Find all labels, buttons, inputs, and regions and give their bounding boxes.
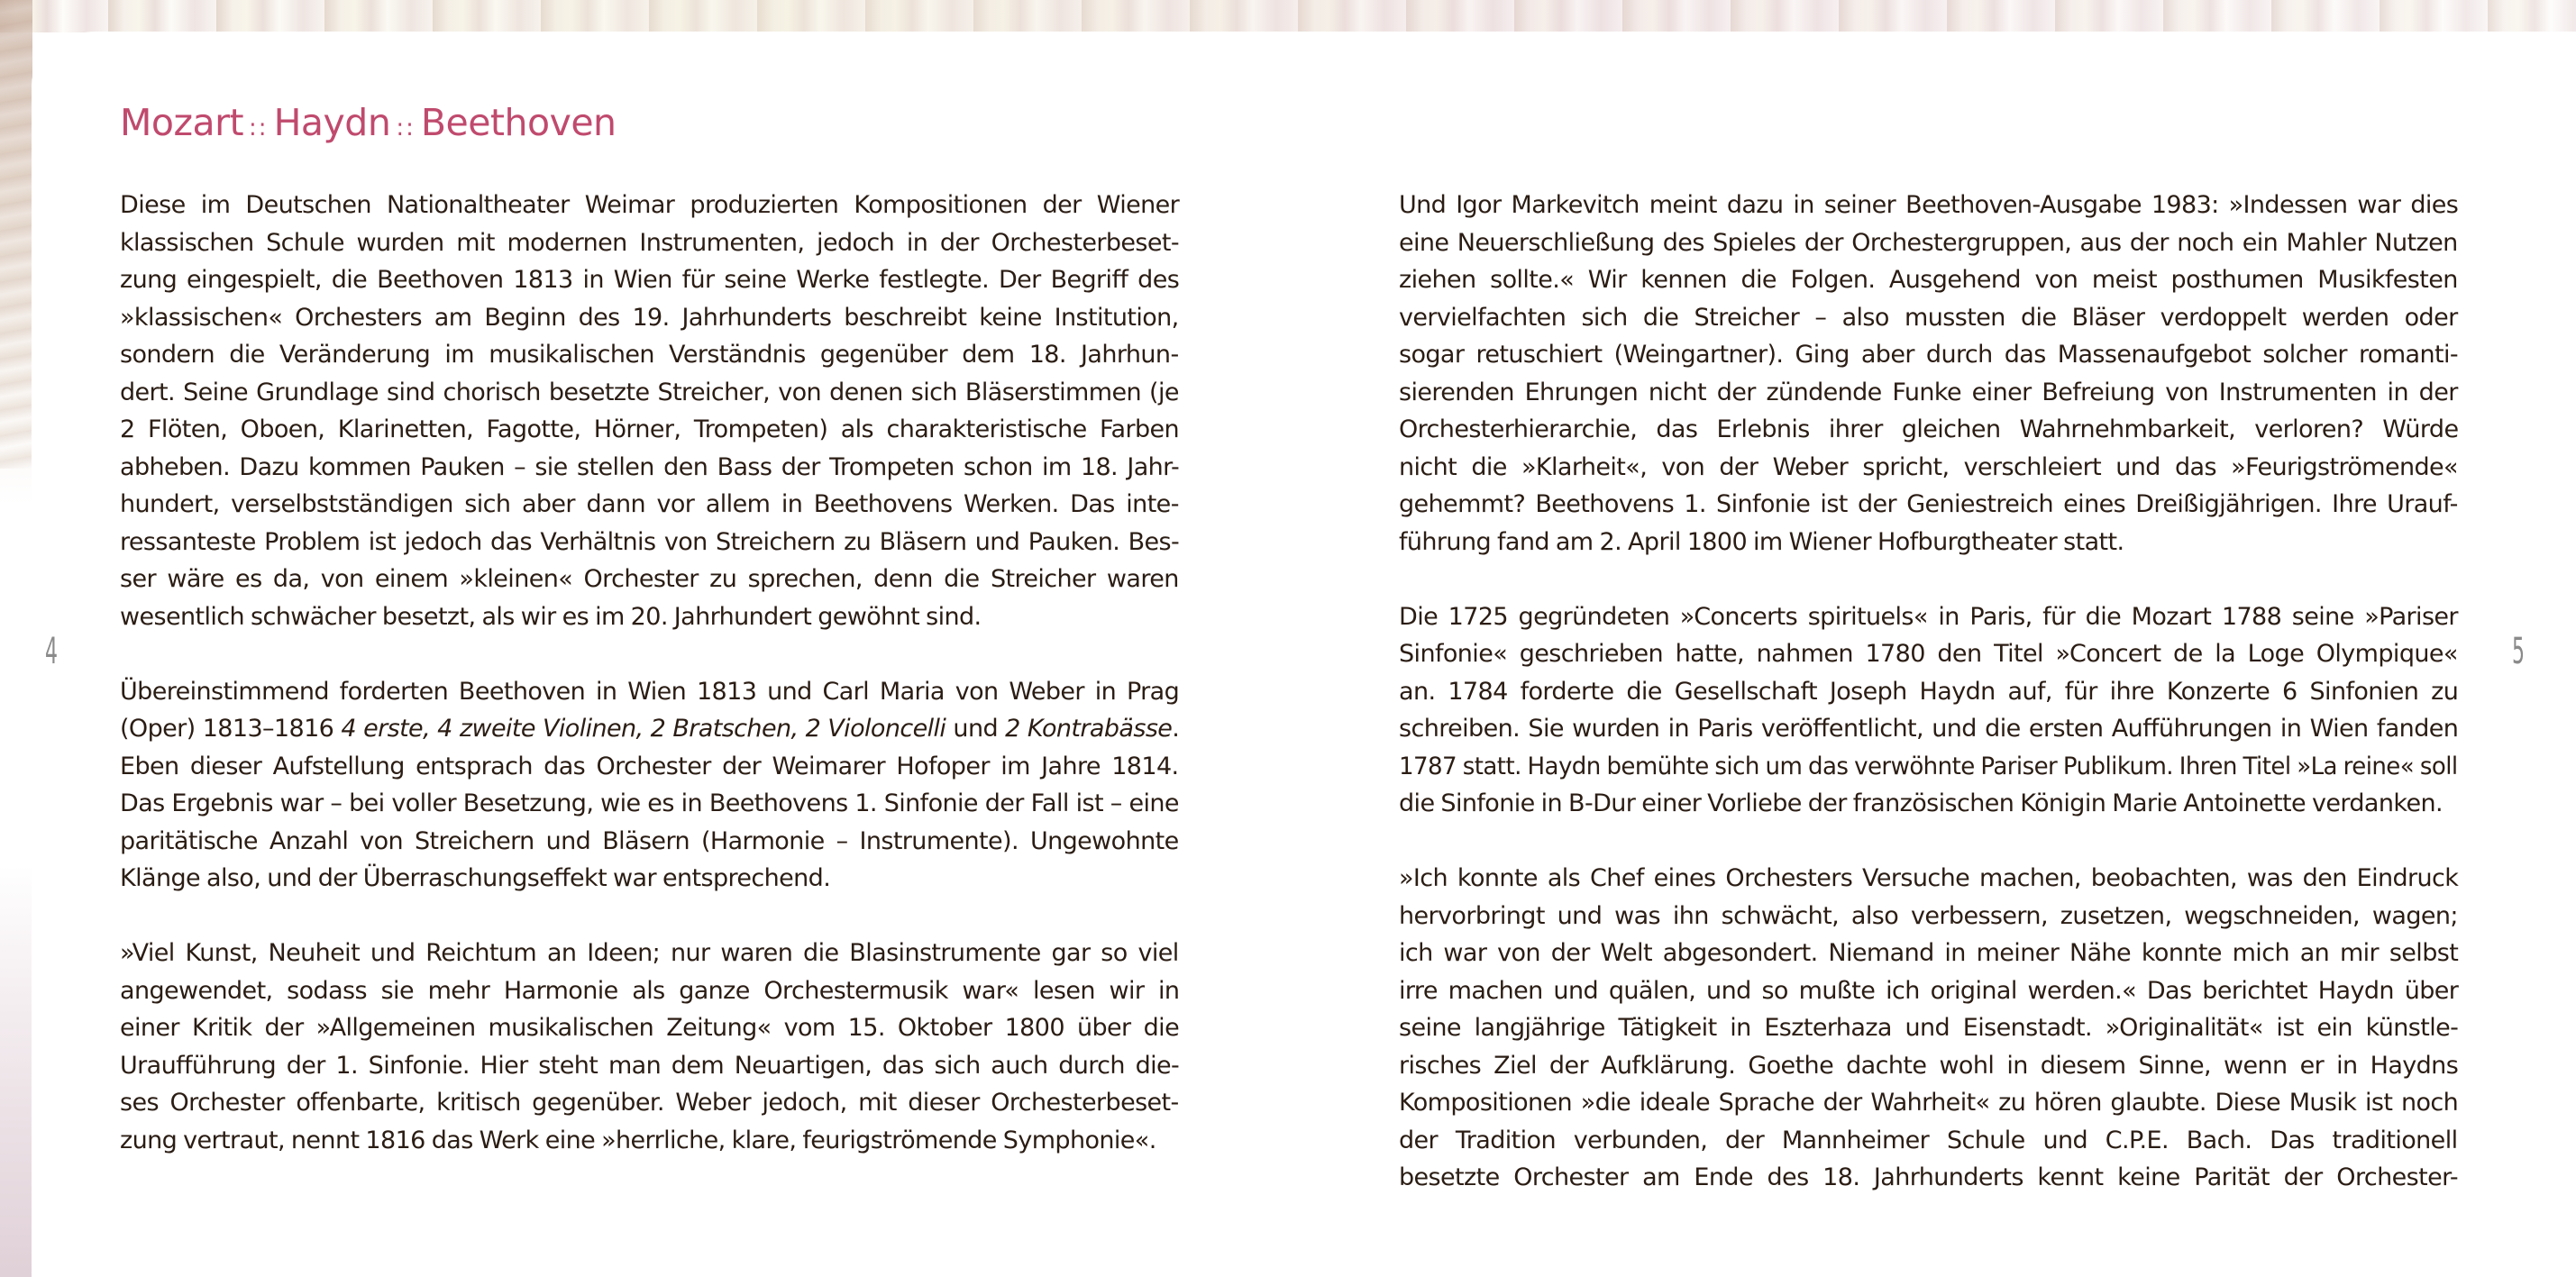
text-line: risches Ziel der Aufklärung. Goethe dachte wohl in diesem Sinne, wenn er in Haydns — [1399, 1051, 2459, 1080]
text-fragment: und — [945, 715, 1006, 743]
left-text-column — [120, 187, 1179, 1197]
text-fragment: (Oper) 1813–1816 — [120, 715, 342, 743]
paragraph — [1399, 187, 2458, 561]
text-line: 2 Flöten, Oboen, Klarinetten, Fagotte, Hörner, Trompeten) als charakteristische Farben — [120, 415, 1180, 443]
text-line: Übereinstimmend forderten Beethoven in Wien 1813 und Carl Maria von Weber in Prag — [120, 677, 1180, 706]
text-line — [120, 710, 1179, 748]
text-line: seine langjährige Tätigkeit in Eszterhaza und Eisenstadt. »Originalität« ist ein künstle- — [1399, 1014, 2459, 1042]
text-line: vervielfachten sich die Streicher – also mussten die Bläser verdoppelt werden oder — [1399, 303, 2458, 332]
text-line: sierenden Ehrungen nicht der zündende Funke einer Befreiung von Instrumenten in der — [1399, 378, 2458, 406]
text-line: eine Neuerschließung des Spieles der Orchestergruppen, aus der noch ein Mahler Nutzen — [1399, 228, 2458, 257]
text-line: paritätische Anzahl von Streichern und Bläsern (Harmonie – Instrumente). Ungewohnte — [120, 826, 1179, 855]
text-line: dert. Seine Grundlage sind chorisch besetzte Streicher, von denen sich Bläserstimmen (je — [120, 378, 1179, 406]
text-line: an. 1784 forderte die Gesellschaft Joseph Haydn auf, für ihre Konzerte 6 Sinfonien zu — [1399, 677, 2459, 706]
title-beethoven: Beethoven — [420, 101, 617, 144]
paragraph — [120, 187, 1179, 635]
paragraph — [1399, 598, 2458, 823]
page-number-right: 5 — [2512, 631, 2525, 672]
text-line: Klänge also, und der Überraschungseffekt war entsprechend. — [120, 864, 831, 892]
text-line: führung fand am 2. April 1800 im Wiener Hofburgtheater statt. — [1399, 527, 2124, 556]
decorative-left-strip — [0, 0, 32, 1277]
page-number-left: 4 — [45, 631, 58, 672]
text-line: klassischen Schule wurden mit modernen Instrumenten, jedoch in der Orchesterbeset- — [120, 228, 1180, 257]
decorative-top-band — [0, 0, 2576, 32]
page-title — [120, 101, 617, 144]
text-line: »Viel Kunst, Neuheit und Reichtum an Ideen; nur waren die Blasinstrumente gar so viel — [120, 939, 1179, 967]
text-fragment: . — [1172, 715, 1180, 743]
text-line: die Sinfonie in B-Dur einer Vorliebe der französischen Königin Marie Antoinette verdanken. — [1399, 789, 2443, 817]
italic-instrumentation: 2 Kontrabässe — [1005, 715, 1173, 743]
text-line: sondern die Veränderung im musikalischen Verständnis gegenüber dem 18. Jahrhun- — [120, 341, 1179, 369]
text-line: 1787 statt. Haydn bemühte sich um das verwöhnte Pariser Publikum. Ihren Titel »La reine« soll — [1399, 752, 2458, 780]
paragraph — [120, 673, 1179, 898]
text-line: einer Kritik der »Allgemeinen musikalischen Zeitung« vom 15. Oktober 1800 über die — [120, 1014, 1180, 1042]
title-separator: :: — [396, 114, 416, 141]
paragraph — [1399, 860, 2458, 1197]
text-line: Diese im Deutschen Nationaltheater Weimar produzierten Kompositionen der Wiener — [120, 191, 1180, 219]
text-line: »klassischen« Orchesters am Beginn des 19. Jahrhunderts beschreibt keine Institution, — [120, 303, 1179, 332]
text-line: ziehen sollte.« Wir kennen die Folgen. Ausgehend von meist posthumen Musikfesten — [1399, 266, 2458, 294]
text-line: besetzte Orchester am Ende des 18. Jahrhunderts kennt keine Parität der Orchester- — [1399, 1163, 2458, 1191]
text-line: Das Ergebnis war – bei voller Besetzung, wie es in Beethovens 1. Sinfonie der Fall ist – eine — [120, 789, 1179, 817]
text-line: hervorbringt und was ihn schwächt, also verbessern, zusetzen, wegschneiden, wagen; — [1399, 901, 2458, 930]
text-line: Sinfonie« geschrieben hatte, nahmen 1780 den Titel »Concert de la Loge Olympique« — [1399, 640, 2458, 668]
right-text-column — [1399, 187, 2458, 1234]
title-mozart: Mozart — [120, 101, 244, 144]
text-line: ich war von der Welt abgesondert. Niemand in meiner Nähe konnte mich an mir selbst — [1399, 939, 2459, 967]
title-separator: :: — [249, 114, 269, 141]
text-line: abheben. Dazu kommen Pauken – sie stellen den Bass der Trompeten schon im 18. Jahr- — [120, 452, 1180, 481]
italic-instrumentation: 4 erste, 4 zweite Violinen, 2 Bratschen, 2 Violoncelli — [341, 715, 946, 743]
text-line: ser wäre es da, von einem »kleinen« Orchester zu sprechen, denn die Streicher waren — [120, 565, 1179, 593]
text-line: Und Igor Markevitch meint dazu in seiner Beethoven-Ausgabe 1983: »Indessen war dies — [1399, 191, 2459, 219]
text-line: schreiben. Sie wurden in Paris veröffentlicht, und die ersten Aufführungen in Wien fanden — [1399, 715, 2459, 743]
text-line: wesentlich schwächer besetzt, als wir es im 20. Jahrhundert gewöhnt sind. — [120, 602, 982, 631]
title-haydn: Haydn — [273, 101, 391, 144]
text-line: Kompositionen »die ideale Sprache der Wahrheit« zu hören glaubte. Diese Musik ist noch — [1399, 1089, 2459, 1117]
text-line: hundert, verselbstständigen sich aber dann vor allem in Beethovens Werken. Das inte- — [120, 490, 1179, 518]
paragraph — [120, 935, 1179, 1159]
text-line: Die 1725 gegründeten »Concerts spirituels« in Paris, für die Mozart 1788 seine »Pariser — [1399, 602, 2458, 631]
text-line: zung vertraut, nennt 1816 das Werk eine »herrliche, klare, feurigströmende Symphonie«. — [120, 1126, 1156, 1154]
text-line: sogar retuschiert (Weingartner). Ging aber durch das Massenaufgebot solcher romanti- — [1399, 341, 2459, 369]
text-line: Eben dieser Aufstellung entsprach das Orchester der Weimarer Hofoper im Jahre 1814. — [120, 752, 1179, 780]
text-line: nicht die »Klarheit«, von der Weber spricht, verschleiert und das »Feurigströmende« — [1399, 452, 2458, 481]
text-line: ressanteste Problem ist jedoch das Verhältnis von Streichern zu Bläsern und Pauken. Bes- — [120, 527, 1180, 556]
text-line: Orchesterhierarchie, das Erlebnis ihrer gleichen Wahrnehmbarkeit, verloren? Würde — [1399, 415, 2459, 443]
text-line: angewendet, sodass sie mehr Harmonie als ganze Orchestermusik war« lesen wir in — [120, 976, 1180, 1005]
text-line: irre machen und quälen, und so mußte ich original werden.« Das berichtet Haydn über — [1399, 976, 2459, 1005]
text-line: ses Orchester offenbarte, kritisch gegenüber. Weber jedoch, mit dieser Orchesterbeset- — [120, 1089, 1179, 1117]
text-line: der Tradition verbunden, der Mannheimer Schule und C.P.E. Bach. Das traditionell — [1399, 1126, 2458, 1154]
text-line: zung eingespielt, die Beethoven 1813 in Wien für seine Werke festlegte. Der Begriff des — [120, 266, 1180, 294]
text-line: gehemmt? Beethovens 1. Sinfonie ist der Geniestreich eines Dreißigjährigen. Ihre Urauf- — [1399, 490, 2458, 518]
text-line: Uraufführung der 1. Sinfonie. Hier steht man dem Neuartigen, das sich auch durch die- — [120, 1051, 1180, 1080]
text-line: »Ich konnte als Chef eines Orchesters Versuche machen, beobachten, was den Eindruck — [1399, 864, 2459, 892]
